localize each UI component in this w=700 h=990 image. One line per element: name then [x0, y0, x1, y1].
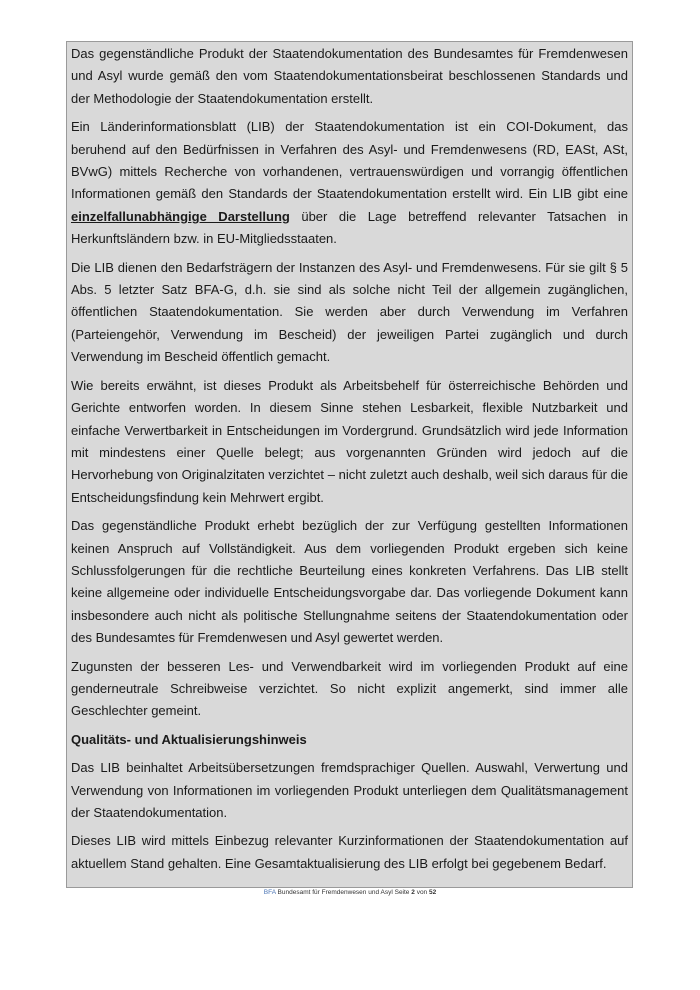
paragraph-schreibweise: Zugunsten der besseren Les- und Verwendbarkeit wird im vorliegenden Produkt auf eine genderneutrale Schreibweise verzichtet. So nicht explizit angemerkt, sind immer alle Geschlechter gemeint.: [71, 658, 628, 719]
page-footer: [0, 888, 700, 898]
paragraph-methodology: Das gegenständliche Produkt der Staatendokumentation des Bundesamtes für Fremdenwesen und Asyl wurde gemäß den vom Staatendokumentationsbeirat beschlossenen Standards und der Methodologie der Staatendokumentation erstellt.: [71, 46, 628, 106]
footer-brand: BFA: [263, 889, 276, 896]
emphasis-einzelfallunabhaengig: einzelfallunabhängige Darstellung: [71, 208, 290, 224]
footer-page-label: Seite: [394, 889, 410, 896]
info-box: [66, 41, 633, 888]
paragraph-lib-definition-start: Ein Länderinformationsblatt (LIB) der Staatendokumentation ist ein COI-Dokument, das beruhend auf den Bedürfnissen in Verfahren des Asyl- und Fremdenwesens (RD, EASt, ASt, BVwG) mittels Recherche von vorhandenen, vertrauenswürdigen und vorrangig öffentlichen Informationen gemäß den Standards der Staatendokumentation erstellt wird. Ein LIB gibt eine: [71, 119, 628, 202]
paragraph-lib-definition-end: über die Lage betreffend relevanter Tatsachen in Herkunftsländern bzw. in EU-Mitgliedsstaaten.: [71, 208, 628, 247]
footer-page-total: 52: [428, 889, 437, 896]
paragraph-arbeitsbehelf: Wie bereits erwähnt, ist dieses Produkt als Arbeitsbehelf für österreichische Behörden und Gerichte entworfen worden. In diesem Sinne stehen Lesbarkeit, flexible Nutzbarkeit und einfache Verwertbarkeit in Entscheidungen im Vordergrund. Grundsätzlich wird jede Information mit mindestens einer Quelle belegt; aus vorgenannten Gründen wird jedoch auf die Hervorhebung von Originalzitaten verzichtet – nicht zuletzt auch deshalb, weil sich daraus für die Entscheidungsfindung kein Mehrwert ergibt.: [71, 377, 628, 505]
paragraph-aktualisierung: Dieses LIB wird mittels Einbezug relevanter Kurzinformationen der Staatendokumentation auf aktuellem Stand gehalten. Eine Gesamtaktualisierung des LIB erfolgt bei gegebenem Bedarf.: [71, 833, 628, 871]
footer-org: Bundesamt für Fremdenwesen und Asyl: [277, 889, 393, 896]
paragraph-bedarfstraeger: Die LIB dienen den Bedarfsträgern der Instanzen des Asyl- und Fremdenwesens. Für sie gilt § 5 Abs. 5 letzter Satz BFA-G, d.h. sie sind als solche nicht Teil der allgemein zugänglichen, öffentlichen Staatendokumentation. Sie werden aber durch Verwendung im Verfahren (Parteiengehör, Verwendung im Bescheid) der jeweiligen Partei zugänglich und durch Verwendung im Bescheid öffentlich gemacht.: [71, 259, 628, 365]
paragraph-lib-definition: [71, 116, 628, 250]
section-heading: Qualitäts- und Aktualisierungshinweis: [71, 731, 307, 747]
footer-page-sep: von: [416, 889, 428, 896]
paragraph-vollstaendigkeit: Das gegenständliche Produkt erhebt bezüglich der zur Verfügung gestellten Informationen keinen Anspruch auf Vollständigkeit. Aus dem vorliegenden Produkt ergeben sich keine Schlussfolgerungen für die rechtliche Beurteilung eines konkreten Verfahrens. Das LIB stellt keine allgemeine oder individuelle Entscheidungsvorgabe dar. Das vorliegende Dokument kann insbesondere auch nicht als politische Stellungnahme seitens der Staatendokumentation oder des Bundesamtes für Fremdenwesen und Asyl gewertet werden.: [71, 518, 628, 646]
paragraph-arbeitsuebersetzungen: Das LIB beinhaltet Arbeitsübersetzungen fremdsprachiger Quellen. Auswahl, Verwertung und Verwendung von Informationen im vorliegenden Produkt unterliegen dem Qualitätsmanagement der Staatendokumentation.: [71, 760, 628, 820]
footer-page-current: 2: [411, 889, 415, 896]
